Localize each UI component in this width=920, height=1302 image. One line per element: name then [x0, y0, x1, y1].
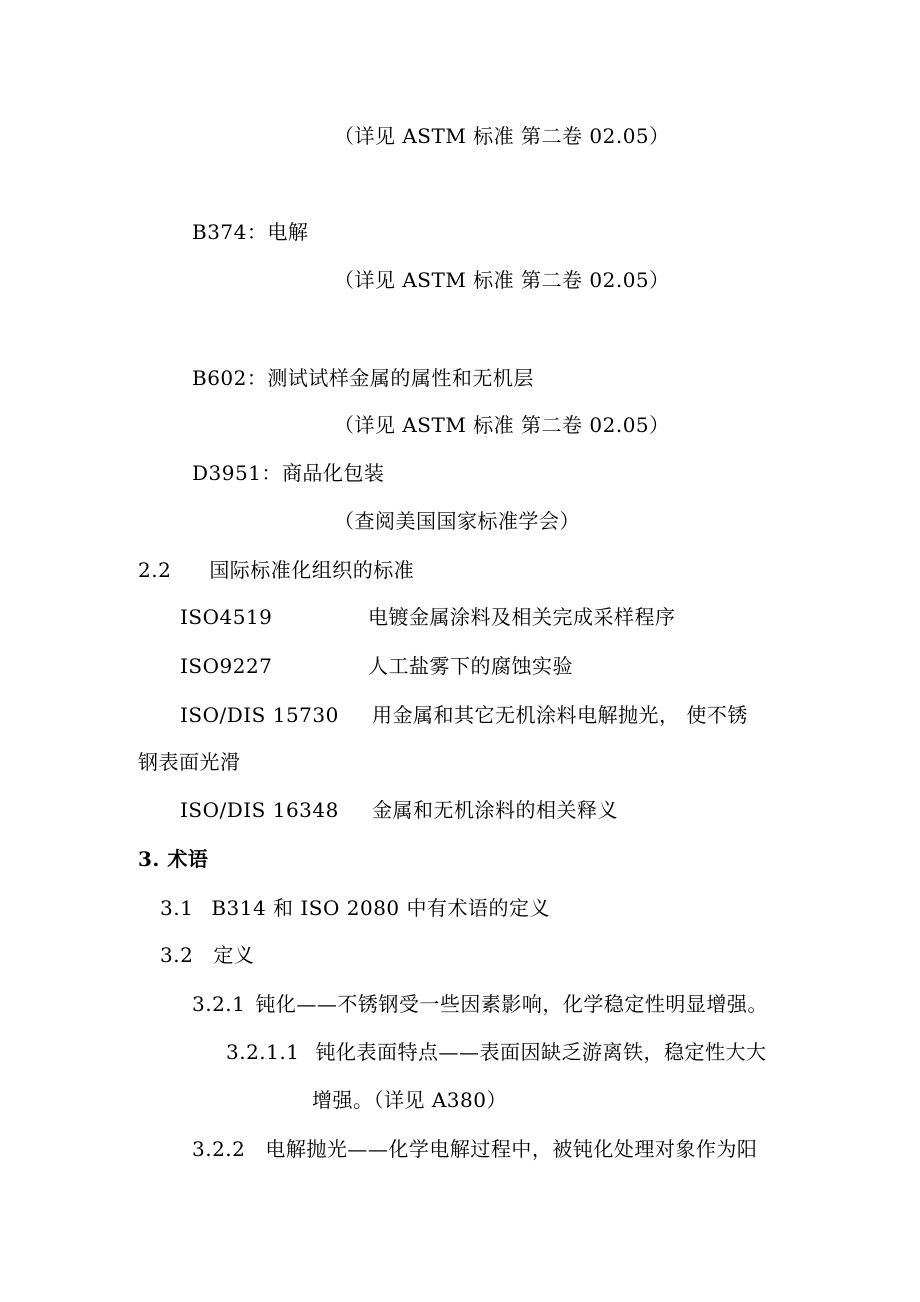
definition-3-2-1 [192, 992, 768, 1016]
reference-entry [192, 461, 384, 485]
definition-number: 3.2.1 [192, 992, 246, 1016]
reference-note: （查阅美国国家标准学会） [334, 509, 580, 533]
reference-title: 商品化包装 [281, 461, 385, 485]
reference-entry [192, 366, 534, 390]
reference-entry [192, 220, 308, 244]
reference-code: B602： [192, 366, 268, 390]
iso-desc: 金属和无机涂料的相关释义 [372, 798, 618, 822]
definition-continuation: 增强。（详见 A380） [312, 1088, 507, 1112]
definition-number: 3.2.2 [192, 1137, 246, 1161]
definition-text: 钝化表面特点——表面因缺乏游离铁，稳定性大大 [315, 1040, 767, 1064]
definition-text: 电解抛光——化学电解过程中，被钝化处理对象作为阳 [265, 1137, 758, 1161]
definition-3-2-1-1 [226, 1040, 766, 1064]
reference-note: （详见 ASTM 标准 第二卷 02.05） [334, 413, 670, 437]
iso-desc: 用金属和其它无机涂料电解抛光， 使不锈 [372, 703, 748, 727]
reference-code: D3951： [192, 461, 282, 485]
subsection-3-1 [160, 896, 550, 920]
section-3-heading: 3. 术语 [138, 847, 209, 871]
iso-code: ISO9227 [180, 654, 273, 678]
subsection-text: 定义 [213, 943, 255, 967]
section-title: 国际标准化组织的标准 [209, 558, 415, 582]
subsection-text: B314 和 ISO 2080 中有术语的定义 [211, 896, 551, 920]
iso-code: ISO/DIS 16348 [180, 798, 339, 822]
definition-text: 钝化——不锈钢受一些因素影响，化学稳定性明显增强。 [255, 992, 768, 1016]
iso-desc: 人工盐雾下的腐蚀实验 [368, 654, 573, 678]
iso-code: ISO/DIS 15730 [180, 703, 339, 727]
iso-desc-continuation: 钢表面光滑 [138, 750, 241, 774]
iso-code: ISO4519 [180, 605, 273, 629]
reference-title: 电解 [267, 220, 309, 244]
subsection-number: 3.1 [160, 896, 194, 920]
reference-title: 测试试样金属的属性和无机层 [267, 366, 534, 390]
section-heading [138, 558, 414, 582]
reference-code: B374： [192, 220, 268, 244]
reference-note: （详见 ASTM 标准 第二卷 02.05） [334, 268, 670, 292]
definition-3-2-2 [192, 1137, 757, 1161]
subsection-number: 3.2 [160, 943, 194, 967]
reference-note: （详见 ASTM 标准 第二卷 02.05） [334, 124, 670, 148]
subsection-3-2 [160, 943, 254, 967]
iso-desc: 电镀金属涂料及相关完成采样程序 [368, 605, 676, 629]
definition-number: 3.2.1.1 [226, 1040, 300, 1064]
section-number: 2.2 [138, 558, 172, 582]
